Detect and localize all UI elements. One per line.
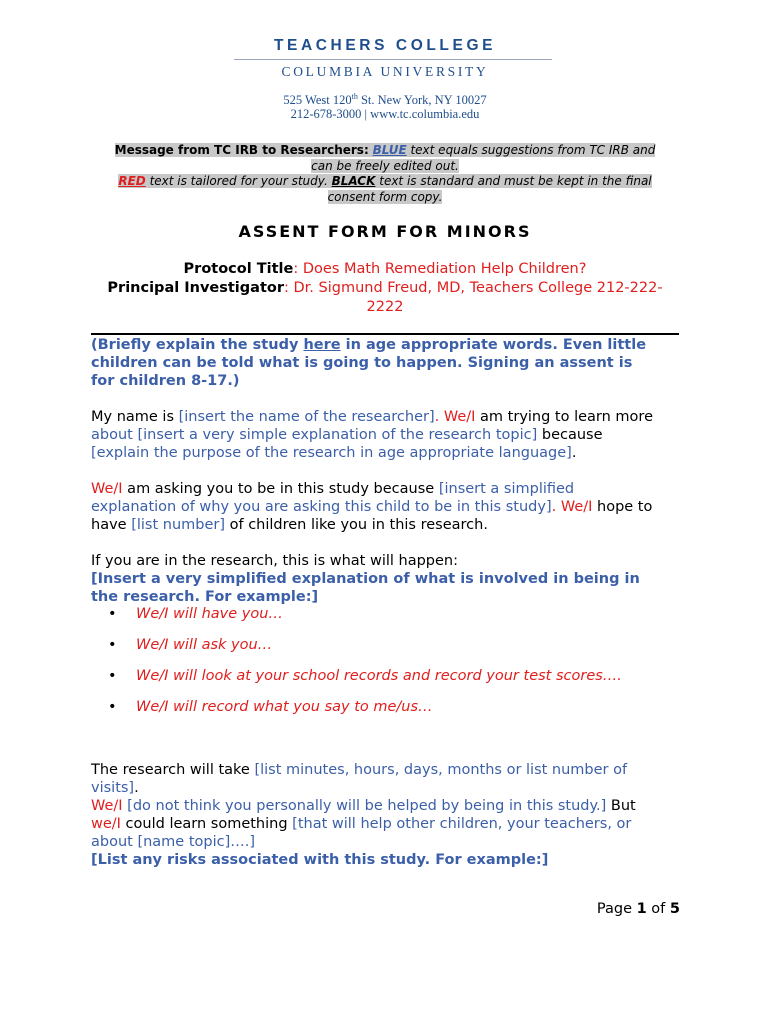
p2-a: We/I: [91, 481, 123, 497]
example-list: [108, 606, 688, 730]
p4-h: we/I: [91, 816, 121, 832]
pi-value-line1: Dr. Sigmund Freud, MD, Teachers College 212-222-: [293, 280, 663, 296]
intro-note-line3: for children 8-17.): [91, 373, 240, 389]
irb-message-lead: Message from TC IRB to Researchers:: [114, 143, 369, 157]
paragraph-what-happens: [91, 552, 681, 606]
p1-e: am trying to learn more: [475, 409, 653, 425]
p4-d: .: [134, 780, 139, 796]
p2-f: We/I: [560, 499, 593, 515]
letterhead-address: [0, 92, 770, 108]
intro-note-b: in age appropriate words. Even little: [340, 337, 647, 353]
list-item-text: We/I will have you…: [136, 606, 283, 622]
irb-red-word: RED: [118, 174, 146, 189]
p4-a: The research will take: [91, 762, 255, 778]
p4-c: visits]: [91, 780, 135, 796]
p4-k: about [name topic]….]: [91, 834, 256, 850]
list-item: [108, 699, 688, 730]
p4-g: But: [606, 798, 636, 814]
paragraph-duration-risks: [91, 761, 681, 869]
bullet-icon: •: [108, 699, 117, 715]
letterhead-contact: 212-678-3000 | www.tc.columbia.edu: [290, 107, 480, 121]
address-sup: th: [351, 92, 358, 101]
p2-c: [insert a simplified: [438, 481, 575, 497]
form-title: ASSENT FORM FOR MINORS: [238, 222, 532, 241]
list-item-text: We/I will record what you say to me/us…: [136, 699, 433, 715]
section-divider: [91, 333, 679, 335]
page-word: Page: [596, 901, 637, 917]
p1-d: We/I: [443, 409, 476, 425]
p4-f: [do not think you personally will be helped by being in this study.]: [122, 798, 607, 814]
bullet-icon: •: [108, 606, 117, 622]
intro-note-a: (Briefly explain the study: [91, 337, 304, 353]
intro-note-line2: children can be told what is going to happen. Signing an assent is: [91, 355, 633, 371]
irb-black-word: BLACK: [331, 174, 376, 189]
p2-d: explanation of why you are asking this child to be in this study]: [91, 499, 552, 515]
irb-part4: text is standard and must be kept in the final: [375, 174, 652, 189]
bullet-icon: •: [108, 637, 117, 653]
p1-i: .: [571, 445, 577, 461]
p4-b: [list minutes, hours, days, months or list number of: [254, 762, 628, 778]
letterhead-subtitle: COLUMBIA UNIVERSITY: [281, 64, 489, 79]
pi-label: Principal Investigator: [107, 280, 284, 296]
pi-value-line2: 2222: [366, 299, 404, 315]
irb-part3: text is tailored for your study.: [145, 174, 332, 189]
bullet-icon: •: [108, 668, 117, 684]
p4-e: We/I: [91, 798, 123, 814]
p1-c: .: [434, 409, 444, 425]
p1-b: [insert the name of the researcher]: [178, 409, 435, 425]
p4-bold: [List any risks associated with this study. For example:]: [91, 852, 549, 868]
intro-note-here: here: [303, 337, 341, 353]
paragraph-why-asked: [91, 480, 681, 534]
list-item-text: We/I will ask you…: [136, 637, 273, 653]
protocol-line: [90, 260, 680, 279]
irb-part5: consent form copy.: [327, 189, 443, 204]
p2-j: of children like you in this research.: [225, 517, 488, 533]
paragraph-researcher-intro: [91, 408, 681, 462]
p3-intro: If you are in the research, this is what will happen:: [91, 553, 459, 569]
list-item: [108, 668, 688, 699]
p2-b: am asking you to be in this study because: [122, 481, 439, 497]
p3-bold1: [Insert a very simplified explanation of what is involved in being in: [91, 571, 640, 587]
irb-part2: can be freely edited out.: [311, 158, 459, 173]
p2-i: [list number]: [131, 517, 225, 533]
p3-bold2: the research. For example:]: [91, 589, 319, 605]
address-suffix: St. New York, NY 10027: [357, 93, 487, 108]
protocol-value: Does Math Remediation Help Children?: [302, 261, 587, 277]
p2-e: .: [551, 499, 561, 515]
page-of-word: of: [646, 901, 670, 917]
irb-part1: text equals suggestions from TC IRB and: [406, 143, 656, 157]
page-total: 5: [669, 901, 680, 917]
irb-blue-word: BLUE: [372, 143, 407, 157]
letterhead-divider: [234, 59, 552, 60]
p1-f: about [insert a very simple explanation of the research topic]: [91, 427, 538, 443]
pi-line: [90, 279, 680, 298]
letterhead-title: TEACHERS COLLEGE: [273, 37, 497, 54]
p1-h: [explain the purpose of the research in age appropriate language]: [91, 445, 572, 461]
p1-a: My name is: [91, 409, 179, 425]
page-current: 1: [636, 901, 647, 917]
list-item: [108, 606, 688, 637]
p2-g: hope to: [592, 499, 653, 515]
protocol-colon: :: [293, 261, 303, 277]
protocol-label: Protocol Title: [183, 261, 294, 277]
irb-message: [97, 143, 673, 205]
p1-g: because: [537, 427, 603, 443]
address-prefix: 525 West 120: [283, 93, 352, 108]
p4-i: could learn something: [120, 816, 293, 832]
list-item: [108, 637, 688, 668]
intro-note: [91, 336, 681, 390]
list-item-text: We/I will look at your school records and record your test scores….: [136, 668, 622, 684]
page-number: [597, 901, 680, 917]
p4-j: [that will help other children, your teachers, or: [292, 816, 632, 832]
pi-colon: :: [284, 280, 294, 296]
p2-h: have: [91, 517, 132, 533]
